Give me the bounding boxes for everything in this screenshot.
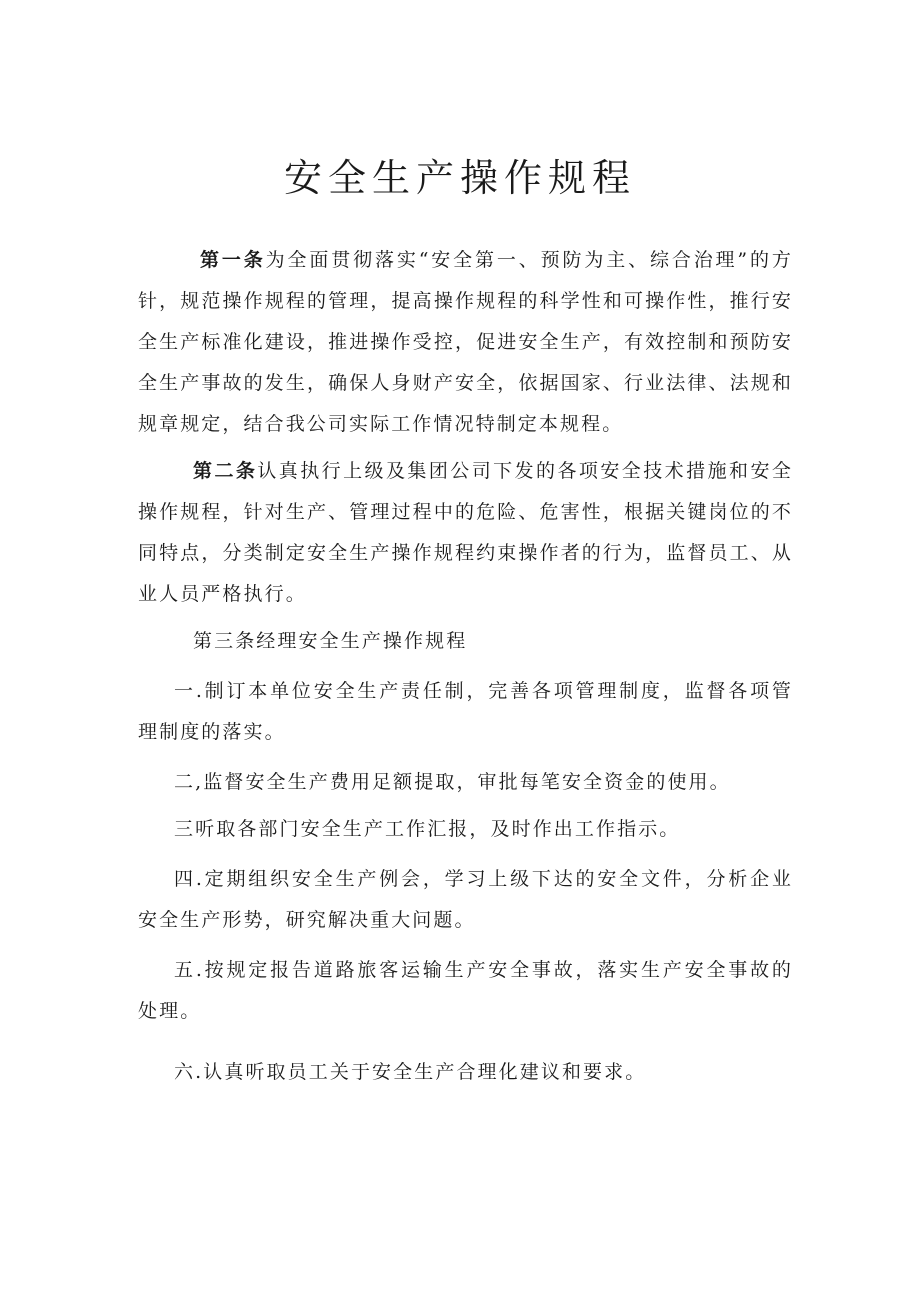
list-item: 四.定期组织安全生产例会，学习上级下达的安全文件，分析企业安全生产形势，研究解决重大问题。 bbox=[138, 868, 793, 931]
list-item: 一.制订本单位安全生产责任制，完善各项管理制度，监督各项管理制度的落实。 bbox=[138, 680, 793, 743]
article-1-lead: 第一条 bbox=[200, 249, 266, 271]
list-item: 六.认真听取员工关于安全生产合理化建议和要求。 bbox=[174, 1061, 647, 1083]
article-2-text: 认真执行上级及集团公司下发的各项安全技术措施和安全操作规程，针对生产、管理过程中的危险、危害性，根据关键岗位的不同特点，分类制定安全生产操作规程约束操作者的行为，监督员工、从业人员严格执行。 bbox=[138, 460, 793, 605]
list-item: 五.按规定报告道路旅客运输生产安全事故，落实生产安全事故的处理。 bbox=[138, 959, 793, 1022]
document-body bbox=[138, 240, 793, 1093]
article-2 bbox=[138, 451, 793, 615]
list-item: 三听取各部门安全生产工作汇报，及时作出工作指示。 bbox=[174, 818, 681, 840]
article-3-heading: 第三条经理安全生产操作规程 bbox=[193, 630, 468, 652]
article-1-text: 为全面贯彻落实“安全第一、预防为主、综合治理”的方针，规范操作规程的管理，提高操作规程的科学性和可操作性，推行安全生产标准化建设，推进操作受控，促进安全生产，有效控制和预防安全生产事故的发生，确保人身财产安全，依据国家、行业法律、法规和规章规定，结合我公司实际工作情况特制定本规程。 bbox=[138, 249, 793, 435]
article-1 bbox=[138, 240, 793, 445]
article-2-lead: 第二条 bbox=[193, 460, 258, 482]
list-item: 二,监督安全生产费用足额提取，审批每笔安全资金的使用。 bbox=[174, 771, 731, 793]
document-title: 安全生产操作规程 bbox=[283, 156, 636, 200]
